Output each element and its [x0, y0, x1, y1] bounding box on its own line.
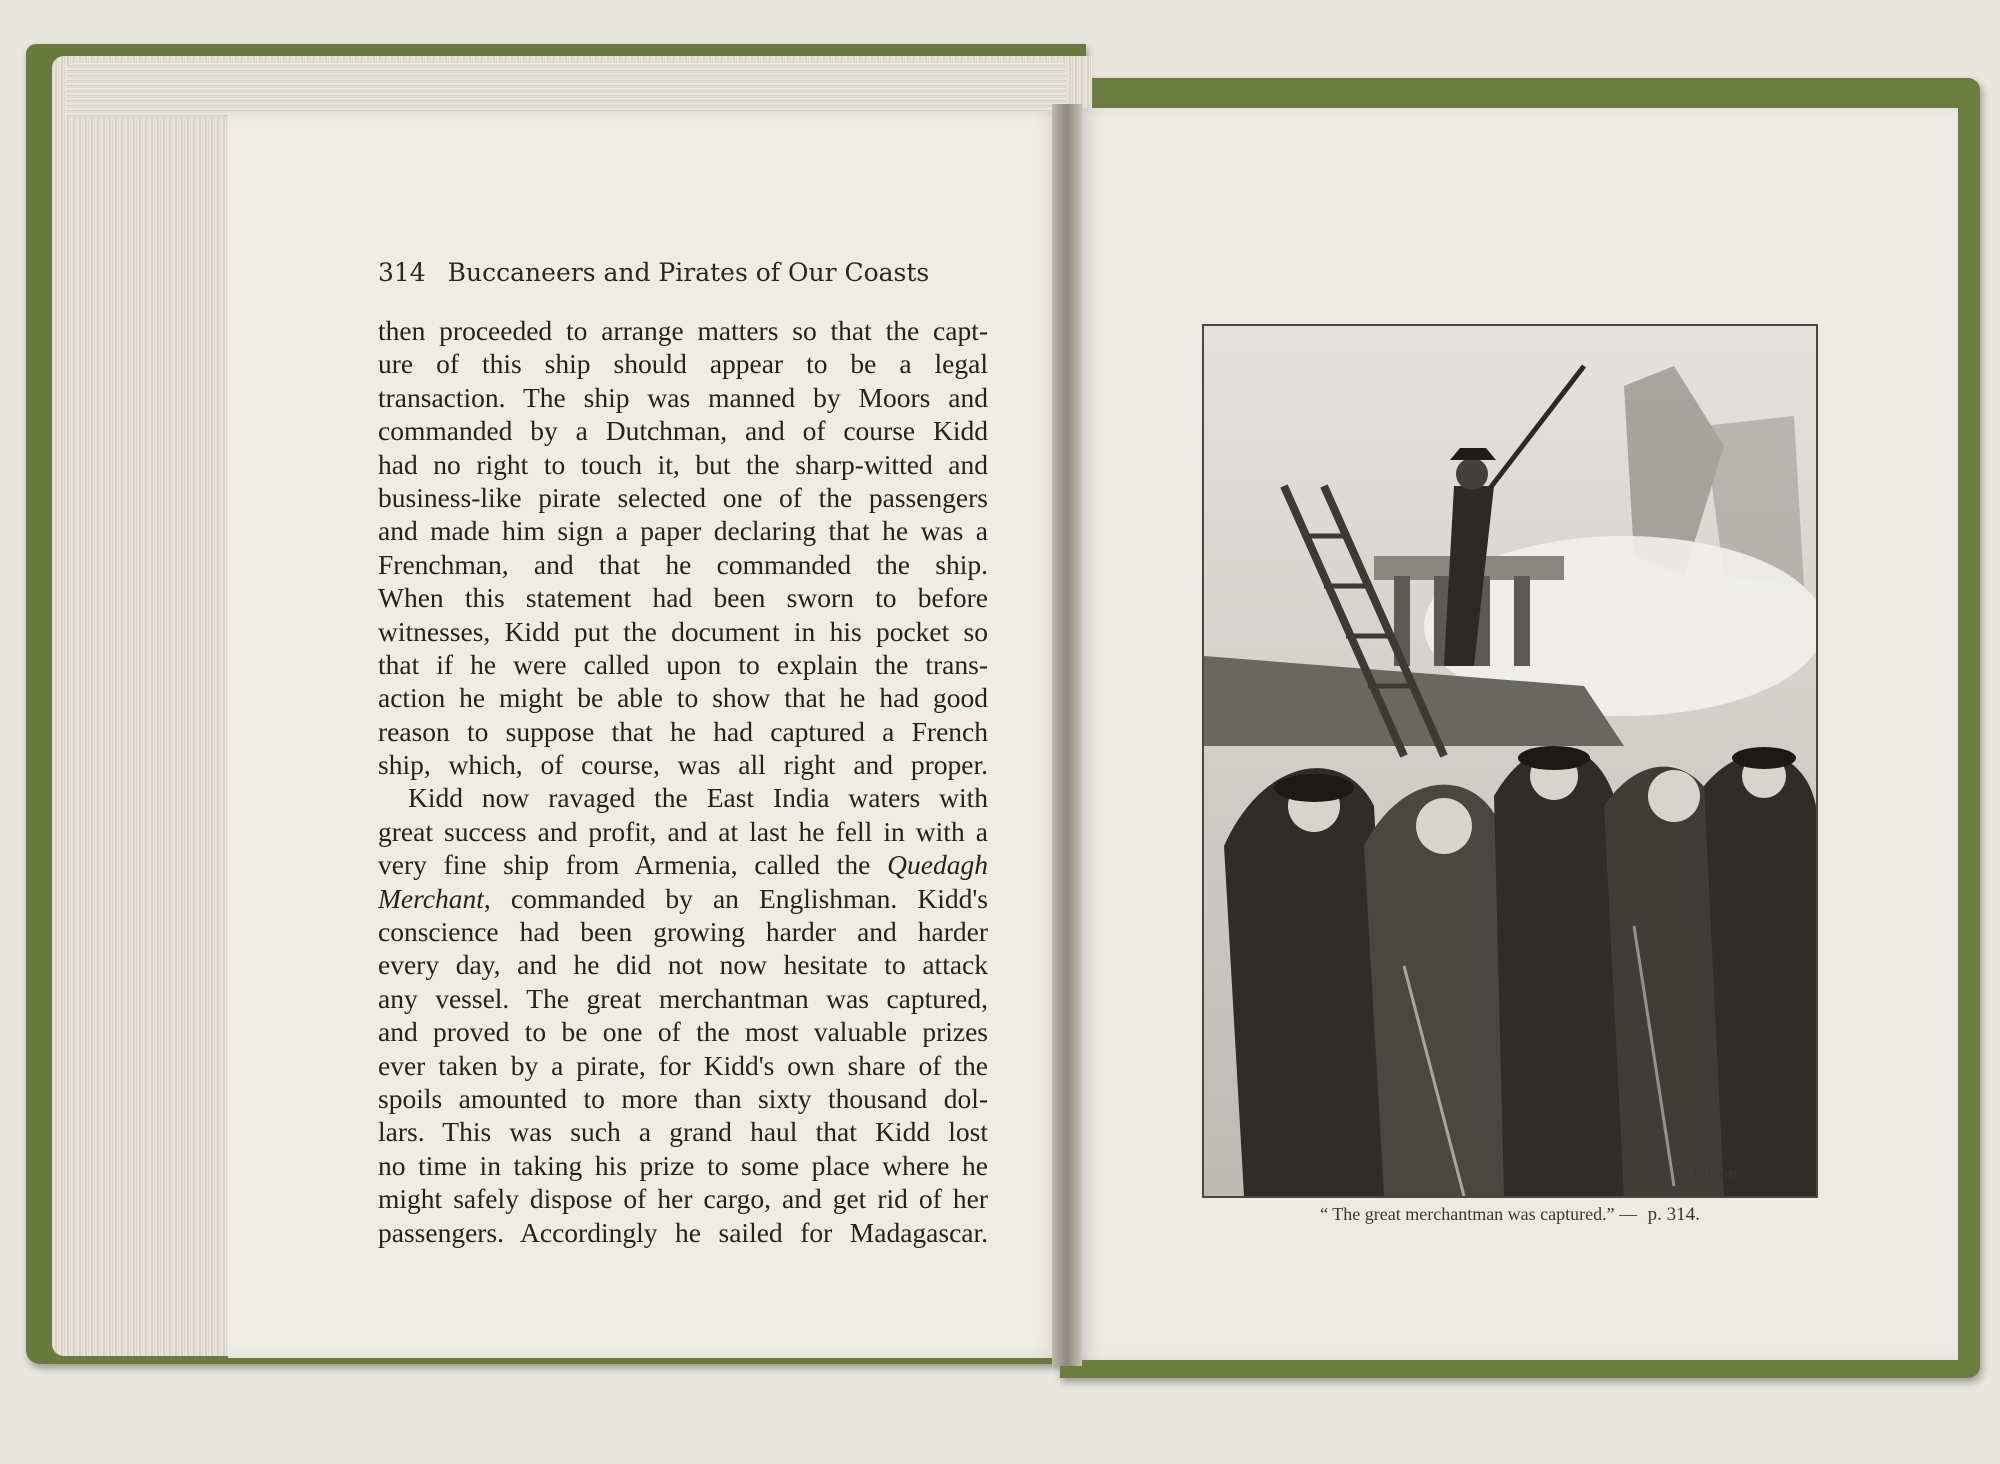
text-line: When this statement had been sworn to before: [378, 582, 988, 614]
text-line: passengers. Accordingly he sailed for Madagascar.: [378, 1216, 988, 1248]
text-line: no time in taking his prize to some place where he: [378, 1149, 988, 1181]
text-line: spoils amounted to more than sixty thousand dol-: [378, 1082, 988, 1114]
page-edges-top: [66, 62, 1066, 118]
illustrator-signature: Viman: [1692, 1166, 1737, 1182]
text-line: Frenchman, and that he commanded the ship.: [378, 548, 988, 580]
body-text: [378, 314, 988, 1249]
text-line: every day, and he did not now hesitate to attack: [378, 949, 988, 981]
text-line: then proceeded to arrange matters so that the capt-: [378, 315, 988, 346]
text-line: had no right to touch it, but the sharp-witted and: [378, 448, 988, 480]
book-gutter: [1052, 104, 1082, 1366]
text-line: Merchant, commanded by an Englishman. Kidd's: [378, 882, 988, 914]
text-line: and proved to be one of the most valuable prizes: [378, 1016, 988, 1048]
text-line: ever taken by a pirate, for Kidd's own share of the: [378, 1049, 988, 1081]
text-line: ure of this ship should appear to be a legal: [378, 348, 988, 380]
text-line: lars. This was such a grand haul that Kidd lost: [378, 1116, 988, 1148]
text-line: Kidd now ravaged the East India waters with: [408, 782, 988, 814]
text-line: transaction. The ship was manned by Moors and: [378, 381, 988, 413]
pirates-boarding-illustration: [1204, 326, 1816, 1196]
text-line: that if he were called upon to explain the trans-: [378, 648, 988, 680]
text-line: great success and profit, and at last he fell in with a: [378, 815, 988, 847]
text-line: commanded by a Dutchman, and of course Kidd: [378, 415, 988, 447]
illustration-caption: [1260, 1204, 1760, 1226]
running-head-title: Buccaneers and Pirates of Our Coasts: [447, 258, 930, 287]
text-line: any vessel. The great merchantman was captured,: [378, 982, 988, 1014]
text-line: and made him sign a paper declaring that he was a: [378, 515, 988, 547]
text-line: action he might be able to show that he had good: [378, 682, 988, 714]
illustration-plate: [1202, 324, 1818, 1198]
page-number: 314: [378, 258, 426, 287]
text-line: witnesses, Kidd put the document in his pocket so: [378, 615, 988, 647]
text-line: ship, which, of course, was all right and proper.: [378, 749, 988, 781]
text-line: might safely dispose of her cargo, and get rid of her: [378, 1183, 988, 1215]
text-line: reason to suppose that he had captured a French: [378, 715, 988, 747]
text-line: conscience had been growing harder and harder: [378, 916, 988, 948]
text-line: very fine ship from Armenia, called the Quedagh: [378, 849, 988, 881]
caption-page-reference: p. 314.: [1647, 1204, 1700, 1225]
caption-quote: “ The great merchantman was captured.” —: [1320, 1204, 1638, 1224]
text-line: business-like pirate selected one of the passengers: [378, 481, 988, 513]
running-head: [378, 258, 1018, 287]
